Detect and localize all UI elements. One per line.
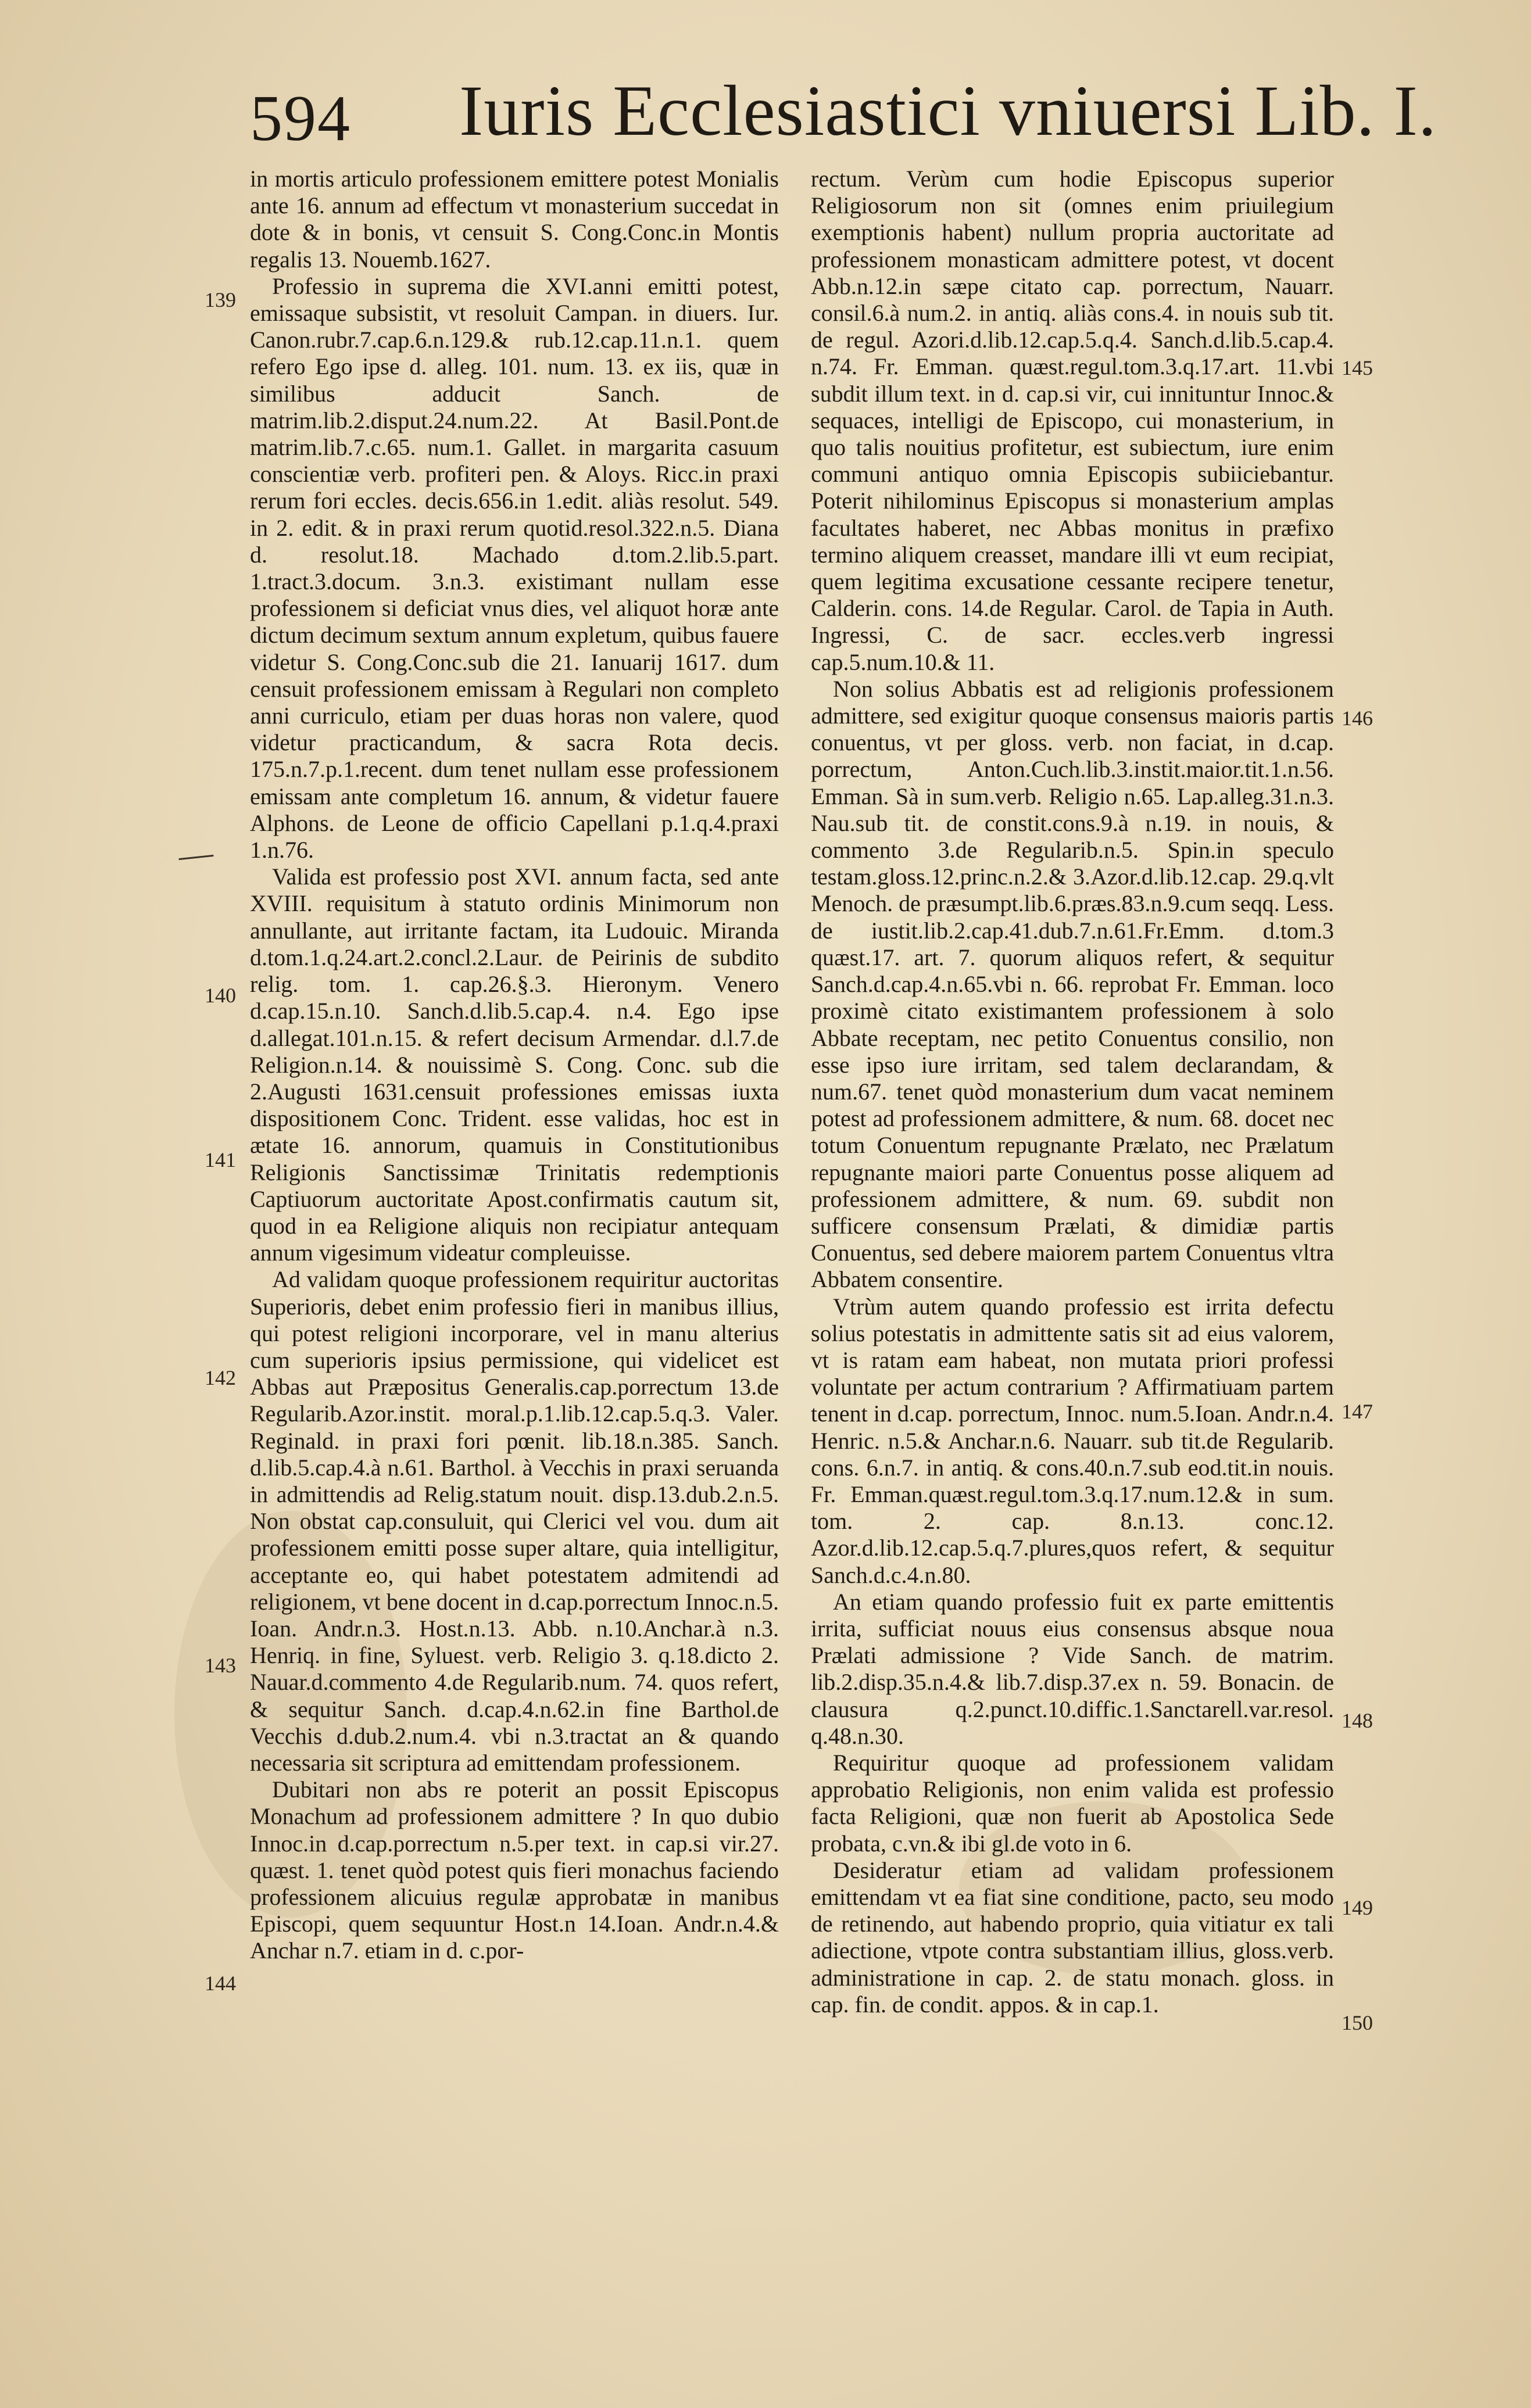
page-header — [250, 70, 1437, 163]
margin-number: 140 — [205, 984, 236, 1007]
paragraph-145: rectum. Verùm cum hodie Episcopus superior Religiosorum non sit (omnes enim priuilegium exemptionis habent) nullum propria auctoritate ad professionem monasticam admittere potest, vt docent Abb.n.12.in sæpe citato cap. porrectum, Nauarr. consil.6.à num.2. in antiq. aliàs cons.4. in nouis sub tit. de regul. Azori.d.lib.12.cap.5.q.4. Sanch.d.lib.5.cap.4. n.74. Fr. Emman. quæst.regul.tom.3.q.17.art. 11.vbi subdit illum text. in d. cap.si vir, cui innituntur Innoc.& sequaces, intelligi de Episcopo, cui monasterium, in quo talis nouitius profitetur, est subiectum, iure enim communi antiquo omnia Episcopis subiiciebantur. Poterit nihilominus Episcopus si monasterium amplas facultates haberet, nec Abbas monitus in præfixo termino aliquem creasset, mandare illi vt eum recipiat, quem legitima excusatione cessante recipere tenetur, Calderin. cons. 14.de Regular. Carol. de Tapia in Auth. Ingressi, C. de sacr. eccles.verb ingressi cap.5.num.10.& 11. — [811, 166, 1334, 675]
paragraph-142-143: Ad validam quoque professionem requiritur auctoritas Superioris, debet enim professio fieri in manibus illius, qui potest religioni incorporare, vel in manu alterius cum superioris ipsius permissione, qui videlicet est Abbas aut Præpositus Generalis.cap.porrectum 13.de Regularib.Azor.instit. moral.p.1.lib.12.cap.5.q.3. Valer. Reginald. in praxi fori pœnit. lib.18.n.385. Sanch. d.lib.5.cap.4.à n.61. Barthol. à Vecchis in praxi seruanda in admittendis ad Relig.statum nouit. disp.13.dub.2.n.5. Non obstat cap.consuluit, qui Clerici vel vou. dum ait professionem emitti posse super altare, quia intelligitur, acceptante eo, qui habet potestatem admitendi ad religionem, vt bene docent in d.cap.porrectum Innoc.n.5. Ioan. Andr.n.3. Host.n.13. Abb. n.10.Anchar.à n.3. Henriq. in fine, Syluest. verb. Religio 3. q.18.dicto 2. Nauar.d.commento 4.de Regularib.num. 74. quos refert, & sequitur Sanch. d.cap.4.n.62.in fine Barthol.de Vecchis d.dub.2.num.4. vbi n.3.tractat an & quando necessaria sit scriptura ad emittendam professionem. — [250, 1266, 779, 1776]
margin-number: 143 — [205, 1654, 236, 1677]
paragraph-150: Desideratur etiam ad validam professionem emittendam vt ea fiat sine conditione, pacto, seu modo de retinendo, aut habendo proprio, quia vitiatur ex tali adiectione, vtpote contra substantiam illius, gloss.verb. administratione in cap. 2. de statu monach. gloss. in cap. fin. de condit. appos. & in cap.1. — [811, 1857, 1334, 2018]
paragraph-148: An etiam quando professio fuit ex parte emittentis irrita, sufficiat nouus eius consensus absque noua Prælati admissione ? Vide Sanch. de matrim. lib.2.disp.35.n.4.& lib.7.disp.37.ex n. 59. Bonacin. de clausura q.2.punct.10.diffic.1.Sanctarell.var.resol. q.48.n.30. — [811, 1588, 1334, 1749]
margin-number: 141 — [205, 1148, 236, 1171]
left-column — [250, 166, 779, 1965]
margin-number: 150 — [1342, 2011, 1373, 2034]
margin-number: 147 — [1342, 1400, 1373, 1423]
paragraph: in mortis articulo professionem emittere potest Monialis ante 16. annum ad effectum vt monasterium succedat in dote & in bonis, vt censuit S. Cong.Conc.in Montis regalis 13. Nouemb.1627. — [250, 166, 779, 273]
paragraph-149: Requiritur quoque ad professionem validam approbatio Religionis, non enim valida est professio facta Religioni, quæ non fuerit ab Apostolica Sede probata, c.vn.& ibi gl.de voto in 6. — [811, 1749, 1334, 1857]
running-title: Iuris Ecclesiastici vniuersi Lib. I. — [459, 71, 1437, 150]
paragraph-140-141: Valida est professio post XVI. annum facta, sed ante XVIII. requisitum à statuto ordinis Minimorum non annullante, aut irritante factam, ita Ludouic. Miranda d.tom.1.q.24.art.2.concl.2.Laur. de Peirinis de subdito relig. tom. 1. cap.26.§.3. Hieronym. Venero d.cap.15.n.10. Sanch.d.lib.5.cap.4. n.4. Ego ipse d.allegat.101.n.15. & refert decisum Armendar. d.l.7.de Religion.n.14. & nouissimè S. Cong. Conc. sub die 2.Augusti 1631.censuit professiones emissas iuxta dispositionem Conc. Trident. esse validas, hoc est in ætate 16. annorum, quamuis in Constitutionibus Religionis Sanctissimæ Trinitatis redemptionis Captiuorum auctoritate Apost.confirmatis cautum sit, quod in ea Religione aliquis non recipiatur antequam annum vigesimum videatur compleuisse. — [250, 863, 779, 1266]
paragraph-147: Vtrùm autem quando professio est irrita defectu solius potestatis in admittente satis sit ad eius valorem, vt is ratam eam habeat, non mutata priori professi voluntate per actum contrarium ? Affirmatiuam partem tenent in d.cap. porrectum, Innoc. num.5.Ioan. Andr.n.4. Henric. n.5.& Anchar.n.6. Nauarr. sub tit.de Regularib. cons. 6.n.7. in antiq. & cons.40.n.7.sub eod.tit.in nouis. Fr. Emman.quæst.regul.tom.3.q.17.num.12.& in sum. tom. 2. cap. 8.n.13. conc.12. Azor.d.lib.12.cap.5.q.7.plures,quos refert, & sequitur Sanch.d.c.4.n.80. — [811, 1293, 1334, 1588]
margin-number: 148 — [1342, 1709, 1373, 1732]
right-column — [811, 166, 1334, 2018]
margin-number: 146 — [1342, 707, 1373, 730]
page-number: 594 — [250, 83, 351, 155]
paragraph-139: Professio in suprema die XVI.anni emitti potest, emissaque subsistit, vt resoluit Campan. in diuers. Iur. Canon.rubr.7.cap.6.n.129.& rub.12.cap.11.n.1. quem refero Ego ipse d. alleg. 101. num. 13. ex iis, quæ in similibus adducit Sanch. de matrim.lib.2.disput.24.num.22. At Basil.Pont.de matrim.lib.7.c.65. num.1. Gallet. in margarita casuum conscientiæ verb. profiteri pen. & Aloys. Ricc.in praxi rerum fori eccles. decis.656.in 1.edit. aliàs resolut. 549. in 2. edit. & in praxi rerum quotid.resol.322.n.5. Diana d. resolut.18. Machado d.tom.2.lib.5.part. 1.tract.3.docum. 3.n.3. existimant nullam esse professionem si deficiat vnus dies, vel aliquot horæ ante dictum decimum sextum annum expletum, quibus fauere videtur S. Cong.Conc.sub die 21. Ianuarij 1617. dum censuit professionem emissam à Regulari non completo anni curriculo, etiam per duas horas non valere, quod videtur practicandum, & sacra Rota decis. 175.n.7.p.1.recent. dum tenet nullam esse professionem emissam ante completum 16. annum, & videtur fauere Alphons. de Leone de officio Capellani p.1.q.4.praxi 1.n.76. — [250, 273, 779, 863]
paragraph-146: Non solius Abbatis est ad religionis professionem admittere, sed exigitur quoque consensus maioris partis conuentus, vt per gloss. verb. non faciat, in d.cap. porrectum, Anton.Cuch.lib.3.instit.maior.tit.1.n.56. Emman. Sà in sum.verb. Religio n.65. Lap.alleg.31.n.3. Nau.sub tit. de constit.cons.9.à n.19. in nouis, & commento 3.de Regularib.n.5. Spin.in speculo testam.gloss.12.princ.n.2.& 3.Azor.d.lib.12.cap. 29.q.vlt Menoch. de præsumpt.lib.6.præs.83.n.9.cum seqq. Less. de iustit.lib.2.cap.41.dub.7.n.61.Fr.Emm. d.tom.3 quæst.17. art. 7. quorum aliquos refert, & sequitur Sanch.d.cap.4.n.65.vbi n. 66. reprobat Fr. Emman. loco proximè citato existimantem professionem à solo Abbate receptam, nec petito Conuentus consilio, non esse ipso iure irritam, sed talem declarandam, & num.67. tenet quòd monasterium dum vacat neminem potest ad professionem admittere, & num. 68. docet nec totum Conuentum repugnante Prælato, nec Prælatum repugnante maiori parte Conuentus posse aliquem ad professionem admittere, & num. 69. subdit non sufficere consensum Prælati, & dimidiæ partis Conuentus, sed debere maiorem partem Conuentus vltra Abbatem consentire. — [811, 675, 1334, 1293]
margin-number: 144 — [205, 1972, 236, 1995]
margin-number: 149 — [1342, 1896, 1373, 1919]
paragraph-144: Dubitari non abs re poterit an possit Episcopus Monachum ad professionem admittere ? In quo dubio Innoc.in d.cap.porrectum n.5.per text. in cap.si vir.27. quæst. 1. tenet quòd potest quis fieri monachus faciendo professionem alicuius regulæ approbatæ in manibus Episcopi, quem sequuntur Host.n 14.Ioan. Andr.n.4.& Anchar n.7. etiam in d. c.por- — [250, 1776, 779, 1964]
margin-number: 142 — [205, 1366, 236, 1389]
margin-mark — [178, 855, 214, 866]
margin-number: 139 — [205, 288, 236, 311]
margin-number: 145 — [1342, 356, 1373, 379]
